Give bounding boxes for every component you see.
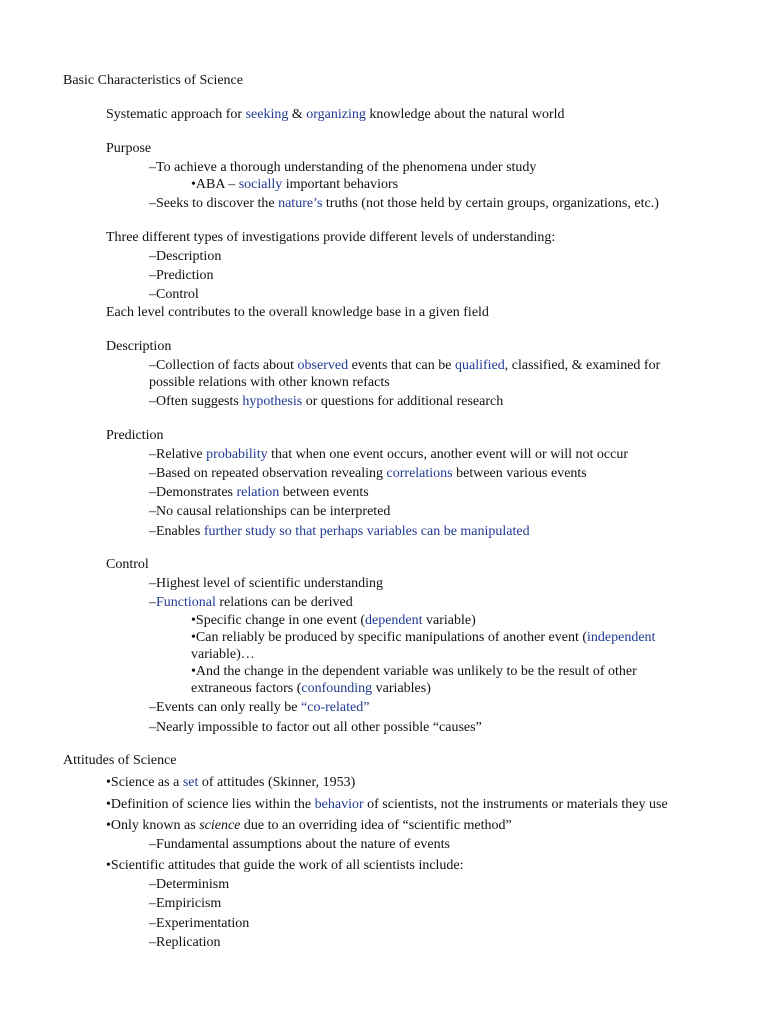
text-run: or questions for additional research [302, 394, 504, 409]
prediction-item [149, 503, 390, 520]
highlighted-term: confounding [301, 681, 373, 696]
text-run: •Definition of science lies within the [106, 797, 315, 812]
text-run: –Nearly impossible to factor out all other possible “causes” [149, 720, 482, 735]
highlighted-term: organizing [306, 107, 366, 122]
text-run: variables) [372, 681, 431, 696]
types-item: –Control [149, 287, 199, 302]
prediction-item [149, 484, 369, 501]
text-run: –Seeks to discover the [149, 196, 279, 211]
text-run: –Determinism [149, 877, 230, 892]
highlighted-term: set [182, 775, 199, 790]
control-item [149, 575, 383, 592]
description-item [149, 357, 660, 374]
text-run: variable) [422, 613, 476, 628]
highlighted-term: “co-related” [301, 700, 370, 715]
text-run: –Empiricism [149, 896, 222, 911]
types-summary: Each level contributes to the overall knowledge base in a given field [106, 305, 489, 320]
text-run: , classified, & examined for [504, 358, 661, 373]
control-item [149, 719, 482, 736]
attitudes-subitem [149, 915, 249, 932]
highlighted-term: dependent [365, 613, 423, 628]
text-run: –Fundamental assumptions about the nature of events [149, 837, 450, 852]
prediction-item [149, 446, 628, 463]
attitudes-subitem [149, 934, 221, 951]
text-run: •Specific change in one event ( [191, 613, 365, 628]
prediction-heading: Prediction [106, 428, 164, 443]
text-run: possible relations with other known refacts [149, 375, 390, 390]
text-run: that when one event occurs, another event will or will not occur [267, 447, 628, 462]
text-run: important behaviors [282, 177, 399, 192]
highlighted-term: seeking [245, 107, 289, 122]
text-run: –Highest level of scientific understanding [149, 576, 384, 591]
highlighted-term: observed [297, 358, 349, 373]
control-subitem [191, 612, 476, 629]
text-run: •Only known as [106, 818, 200, 833]
attitudes-item [106, 774, 355, 791]
text-run: –Relative [149, 447, 207, 462]
text-run: relations can be derived [215, 595, 353, 610]
attitudes-item [106, 796, 668, 813]
highlighted-term: independent [587, 630, 656, 645]
text-run: –No causal relationships can be interpreted [149, 504, 391, 519]
attitudes-item [106, 857, 464, 874]
text-run: truths (not those held by certain groups, organizations, etc.) [322, 196, 659, 211]
text-run: –Collection of facts about [149, 358, 298, 373]
highlighted-term: nature’s [278, 196, 323, 211]
text-run: extraneous factors ( [191, 681, 302, 696]
document-title: Basic Characteristics of Science [63, 73, 243, 88]
text-run: –To achieve a thorough understanding of the phenomena under study [149, 160, 537, 175]
text-run: –Events can only really be [149, 700, 302, 715]
purpose-item [149, 159, 536, 176]
control-subitem [191, 663, 637, 680]
highlighted-term: Functional [156, 595, 216, 610]
control-subitem [191, 629, 655, 646]
text-run: –Based on repeated observation revealing [149, 466, 387, 481]
highlighted-term: behavior [314, 797, 364, 812]
attitudes-subitem [149, 876, 229, 893]
text-run: •Can reliably be produced by specific manipulations of another event ( [191, 630, 587, 645]
text-run: –Enables [149, 524, 204, 539]
text-run: of attitudes (Skinner, 1953) [198, 775, 356, 790]
text-run: due to an overriding idea of “scientific method” [240, 818, 512, 833]
text-run: –Replication [149, 935, 221, 950]
types-intro: Three different types of investigations provide different levels of understanding: [106, 230, 556, 245]
attitudes-subitem [149, 836, 450, 853]
highlighted-term: relation [236, 485, 280, 500]
description-heading: Description [106, 339, 172, 354]
attitudes-heading: Attitudes of Science [63, 753, 177, 768]
text-run: •ABA – [191, 177, 239, 192]
attitudes-item [106, 817, 512, 834]
text-run: •Scientific attitudes that guide the work of all scientists include: [106, 858, 464, 873]
prediction-item [149, 523, 530, 540]
text-run: Systematic approach for [106, 107, 246, 122]
highlighted-term: hypothesis [242, 394, 303, 409]
control-subitem-continuation [191, 680, 431, 697]
attitudes-subitem [149, 895, 221, 912]
text-run: between events [279, 485, 369, 500]
text-run: – [149, 595, 156, 610]
types-item: –Prediction [149, 268, 214, 283]
purpose-heading: Purpose [106, 141, 152, 156]
intro-line [106, 106, 565, 123]
highlighted-term: correlations [386, 466, 453, 481]
control-subitem-continuation [191, 646, 255, 663]
text-run: between various events [452, 466, 587, 481]
text-run: of scientists, not the instruments or materials they use [363, 797, 668, 812]
text-run: –Often suggests [149, 394, 243, 409]
text-run: –Experimentation [149, 916, 250, 931]
purpose-item [149, 195, 659, 212]
text-run: variable)… [191, 647, 255, 662]
text-run: & [288, 107, 307, 122]
text-run: events that can be [348, 358, 455, 373]
text-run: –Demonstrates [149, 485, 237, 500]
text-run: •Science as a [106, 775, 183, 790]
control-item [149, 699, 369, 716]
highlighted-term: probability [206, 447, 268, 462]
text-run: knowledge about the natural world [365, 107, 565, 122]
prediction-item [149, 465, 587, 482]
highlighted-term: socially [238, 177, 283, 192]
control-item [149, 594, 353, 611]
description-item [149, 393, 503, 410]
description-item-continuation [149, 374, 390, 391]
highlighted-term: further study so that perhaps variables can be manipulated [203, 524, 530, 539]
highlighted-term: qualified [454, 358, 505, 373]
text-run: •And the change in the dependent variable was unlikely to be the result of other [191, 664, 637, 679]
purpose-subitem [191, 176, 398, 193]
emphasized-term: science [199, 818, 241, 833]
control-heading: Control [106, 557, 149, 572]
types-item: –Description [149, 249, 222, 264]
